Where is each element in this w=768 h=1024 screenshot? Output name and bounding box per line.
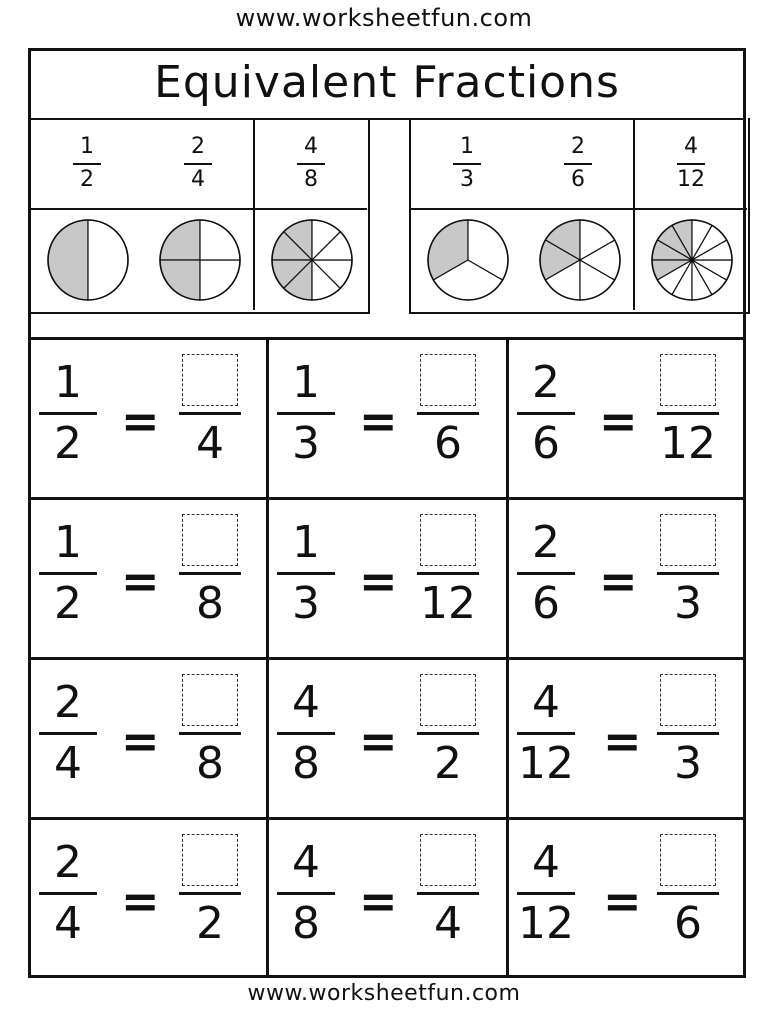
fraction-bar (277, 412, 335, 415)
reference-pie-cell (523, 210, 635, 310)
target-denominator: 2 (434, 738, 462, 789)
fraction-circle-diagram (46, 218, 130, 302)
fraction-denominator: 3 (460, 167, 474, 192)
reference-pie-cell (143, 210, 255, 310)
target-denominator: 12 (660, 418, 716, 469)
fraction-bar (517, 572, 575, 575)
fraction-bar (297, 163, 325, 165)
reference-fraction (635, 134, 747, 193)
equals-sign: = (121, 714, 160, 768)
equals-sign: = (359, 714, 398, 768)
reference-fraction (255, 134, 367, 193)
problem-cell (31, 340, 269, 500)
answer-input-box[interactable] (420, 354, 476, 406)
reference-fraction (411, 134, 523, 193)
answer-input-box[interactable] (182, 514, 238, 566)
equals-sign: = (359, 394, 398, 448)
reference-pie-cell (255, 210, 367, 310)
given-denominator: 12 (518, 738, 574, 789)
given-fraction (39, 838, 97, 949)
reference-fraction-cell (411, 118, 523, 210)
given-numerator: 4 (532, 837, 560, 888)
given-denominator: 3 (292, 418, 320, 469)
target-denominator: 2 (196, 898, 224, 949)
target-denominator: 3 (674, 578, 702, 629)
given-denominator: 8 (292, 898, 320, 949)
fraction-numerator: 1 (460, 134, 474, 159)
reference-fraction (143, 134, 253, 193)
site-url-header: www.worksheetfun.com (235, 4, 533, 32)
reference-pie-cell (31, 210, 143, 310)
given-fraction (39, 358, 97, 469)
answer-input-box[interactable] (420, 674, 476, 726)
problem-cell (509, 660, 743, 820)
problem-grid (31, 337, 743, 975)
problem-cell (269, 820, 509, 975)
equals-sign: = (121, 554, 160, 608)
given-fraction (39, 678, 97, 789)
equals-sign: = (599, 394, 638, 448)
worksheet-frame (28, 48, 746, 978)
fraction-numerator: 4 (684, 134, 698, 159)
given-numerator: 1 (292, 357, 320, 408)
fraction-bar (179, 412, 241, 415)
reference-table-thirds (409, 118, 750, 314)
given-numerator: 2 (532, 517, 560, 568)
given-numerator: 2 (532, 357, 560, 408)
fraction-denominator: 12 (677, 167, 705, 192)
fraction-denominator: 2 (80, 167, 94, 192)
given-numerator: 4 (292, 837, 320, 888)
reference-fraction-cell (31, 118, 143, 210)
fraction-circle-diagram (426, 218, 510, 302)
problem-cell (269, 500, 509, 660)
reference-fraction-cell (635, 118, 747, 210)
target-denominator: 8 (196, 578, 224, 629)
answer-input-box[interactable] (420, 514, 476, 566)
given-numerator: 1 (54, 357, 82, 408)
equals-sign: = (599, 554, 638, 608)
equals-sign: = (359, 874, 398, 928)
given-fraction (517, 838, 575, 949)
fraction-bar (277, 892, 335, 895)
fraction-bar (657, 572, 719, 575)
given-denominator: 3 (292, 578, 320, 629)
equals-sign: = (121, 394, 160, 448)
equals-sign: = (121, 874, 160, 928)
equals-sign: = (359, 554, 398, 608)
problem-cell (31, 660, 269, 820)
answer-input-box[interactable] (660, 674, 716, 726)
site-url-footer: www.worksheetfun.com (247, 981, 521, 1006)
fraction-numerator: 4 (304, 134, 318, 159)
fraction-denominator: 8 (304, 167, 318, 192)
reference-pie-cell (635, 210, 747, 310)
answer-input-box[interactable] (660, 834, 716, 886)
reference-fraction-cell (255, 118, 367, 210)
given-fraction (277, 518, 335, 629)
given-fraction (277, 838, 335, 949)
target-denominator: 6 (434, 418, 462, 469)
given-denominator: 6 (532, 418, 560, 469)
problem-cell (31, 820, 269, 975)
given-denominator: 2 (54, 418, 82, 469)
problem-cell (509, 340, 743, 500)
fraction-bar (417, 732, 479, 735)
fraction-bar (39, 732, 97, 735)
fraction-denominator: 4 (191, 167, 205, 192)
fraction-bar (179, 732, 241, 735)
fraction-bar (277, 732, 335, 735)
shaded-slice (48, 220, 88, 300)
fraction-bar (179, 572, 241, 575)
reference-area (31, 118, 743, 337)
fraction-bar (564, 163, 592, 165)
fraction-bar (417, 892, 479, 895)
given-numerator: 1 (54, 517, 82, 568)
reference-fraction (523, 134, 633, 193)
problem-cell (509, 820, 743, 975)
fraction-bar (184, 163, 212, 165)
given-denominator: 12 (518, 898, 574, 949)
given-numerator: 2 (54, 677, 82, 728)
answer-input-box[interactable] (660, 354, 716, 406)
answer-input-box[interactable] (182, 354, 238, 406)
given-denominator: 2 (54, 578, 82, 629)
fraction-bar (39, 412, 97, 415)
fraction-bar (39, 572, 97, 575)
target-denominator: 3 (674, 738, 702, 789)
given-fraction (277, 678, 335, 789)
given-denominator: 4 (54, 898, 82, 949)
answer-input-box[interactable] (182, 834, 238, 886)
given-denominator: 8 (292, 738, 320, 789)
given-fraction (277, 358, 335, 469)
problem-cell (269, 660, 509, 820)
fraction-bar (417, 572, 479, 575)
fraction-bar (417, 412, 479, 415)
fraction-numerator: 2 (571, 134, 585, 159)
fraction-bar (517, 892, 575, 895)
reference-fraction (31, 134, 143, 193)
target-denominator: 4 (434, 898, 462, 949)
reference-pie-cell (411, 210, 523, 310)
equals-sign: = (603, 874, 642, 928)
fraction-numerator: 2 (191, 134, 205, 159)
given-numerator: 4 (292, 677, 320, 728)
reference-fraction-cell (143, 118, 255, 210)
problem-cell (509, 500, 743, 660)
fraction-bar (39, 892, 97, 895)
fraction-bar (677, 163, 705, 165)
equals-sign: = (603, 714, 642, 768)
given-numerator: 2 (54, 837, 82, 888)
answer-input-box[interactable] (182, 674, 238, 726)
problem-cell (269, 340, 509, 500)
reference-fraction-cell (523, 118, 635, 210)
given-fraction (517, 678, 575, 789)
fraction-bar (517, 732, 575, 735)
target-denominator: 6 (674, 898, 702, 949)
fraction-circle-diagram (270, 218, 354, 302)
reference-table-halves (31, 118, 370, 314)
problem-cell (31, 500, 269, 660)
given-denominator: 4 (54, 738, 82, 789)
page-title: Equivalent Fractions (154, 57, 620, 108)
given-fraction (39, 518, 97, 629)
fraction-bar (657, 732, 719, 735)
answer-input-box[interactable] (660, 514, 716, 566)
given-fraction (517, 358, 575, 469)
fraction-bar (657, 412, 719, 415)
given-denominator: 6 (532, 578, 560, 629)
given-numerator: 4 (532, 677, 560, 728)
fraction-circle-diagram (538, 218, 622, 302)
fraction-bar (179, 892, 241, 895)
fraction-bar (277, 572, 335, 575)
given-numerator: 1 (292, 517, 320, 568)
fraction-bar (517, 412, 575, 415)
target-denominator: 12 (420, 578, 476, 629)
target-denominator: 4 (196, 418, 224, 469)
fraction-circle-diagram (650, 218, 734, 302)
fraction-denominator: 6 (571, 167, 585, 192)
answer-input-box[interactable] (420, 834, 476, 886)
fraction-bar (657, 892, 719, 895)
title-box (31, 51, 743, 120)
target-denominator: 8 (196, 738, 224, 789)
fraction-bar (453, 163, 481, 165)
given-fraction (517, 518, 575, 629)
unshaded-slice (88, 220, 128, 300)
fraction-bar (73, 163, 101, 165)
fraction-circle-diagram (158, 218, 242, 302)
fraction-numerator: 1 (80, 134, 94, 159)
